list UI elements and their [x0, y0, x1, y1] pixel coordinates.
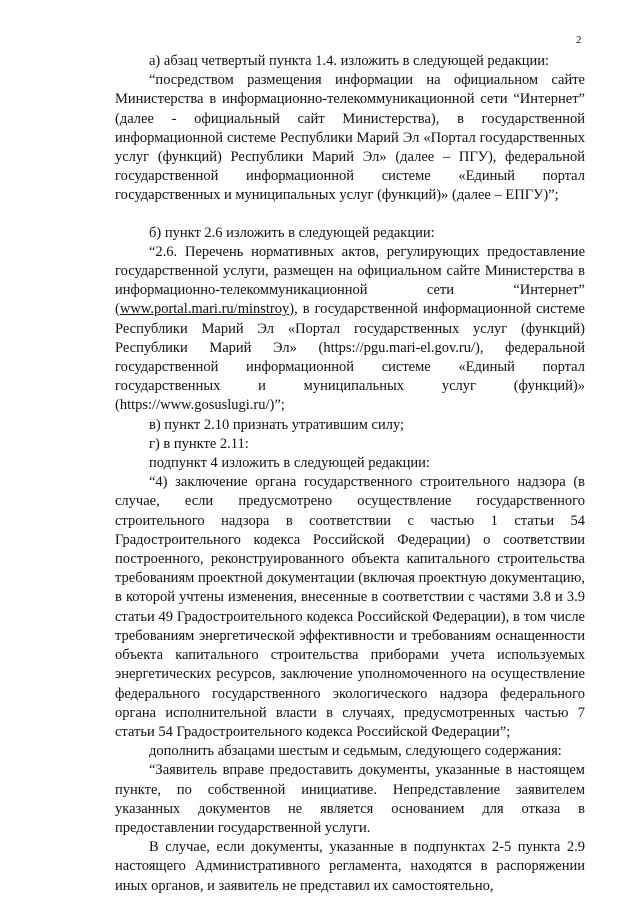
addition-paragraph-7: В случае, если документы, указанные в подпунктах 2-5 пункта 2.9 настоящего Административного регламента, находятся в распоряжении иных органов, и заявитель не представил их самостоятельно,	[115, 839, 585, 894]
minstroy-link[interactable]: www.portal.mari.ru/minstroy	[119, 301, 290, 318]
paragraph-g-heading: г) в пункте 2.11:	[149, 435, 249, 452]
addition-paragraph-6: “Заявитель вправе предоставить документы, указанные в настоящем пункте, по собственной инициативе. Непредставление заявителем указанных документов не является основанием для отказа в предоставлении государственной услуги.	[115, 762, 585, 836]
paragraph-b-text-start: “2.6. Перечень нормативных актов, регулирующих предоставление государственной услуги, размещен на официальном сайте Министерства в информационно-телекоммуникационной сети “Интернет” (	[115, 243, 585, 318]
paragraph-a-text: “посредством размещения информации на официальном сайте Министерства в информационно-телекоммуникационной сети “Интернет” (далее - официальный сайт Министерства), в государственной информационной системе Республики Марий Эл «Портал государственных услуг (функций) Республики Марий Эл» (далее – ПГУ), федеральной государственной информационной системе «Единый портал государственных и муниципальных услуг (функций)» (далее – ЕПГУ)”;	[115, 72, 585, 204]
document-body	[115, 52, 585, 896]
paragraph-v: в) пункт 2.10 признать утратившим силу;	[149, 416, 405, 433]
paragraph-b-text	[115, 243, 585, 416]
paragraph-b-heading: б) пункт 2.6 изложить в следующей редакции:	[149, 224, 435, 241]
paragraph-a-heading: а) абзац четвертый пункта 1.4. изложить в следующей редакции:	[149, 53, 550, 69]
subparagraph-4-heading: подпункт 4 изложить в следующей редакции:	[149, 455, 430, 472]
addition-heading: дополнить абзацами шестым и седьмым, следующего содержания:	[149, 743, 562, 760]
paragraph-b-text-end: ), в государственной информационной системе Республики Марий Эл «Портал государственных услуг (функций) Республики Марий Эл» (https://pgu.mari-el.gov.ru/), федеральной государственной информационной системе «Единый портал государственных и муниципальных услуг (функций)» (https://www.gosuslugi.ru/)”;	[115, 301, 585, 414]
page-number: 2	[576, 34, 582, 46]
subparagraph-4-text: “4) заключение органа государственного строительного надзора (в случае, если предусмотрено осуществление государственного строительного надзора в соответствии с частью 1 статьи 54 Градостроительного кодекса Российской Федерации) о соответствии построенного, реконструированного объекта капитального строительства требованиям проектной документации (включая проектную документацию, в которой учтены изменения, внесенные в соответствии с частями 3.8 и 3.9 статьи 49 Градостроительного кодекса Российской Федерации), в том числе требованиям энергетической эффективности и требованиям оснащенности объекта капитального строительства приборами учета используемых энергетических ресурсов, заключение уполномоченного на осуществление федерального государственного экологического надзора федерального органа исполнительной власти в случаях, предусмотренных частью 7 статьи 54 Градостроительного кодекса Российской Федерации”;	[115, 474, 585, 740]
